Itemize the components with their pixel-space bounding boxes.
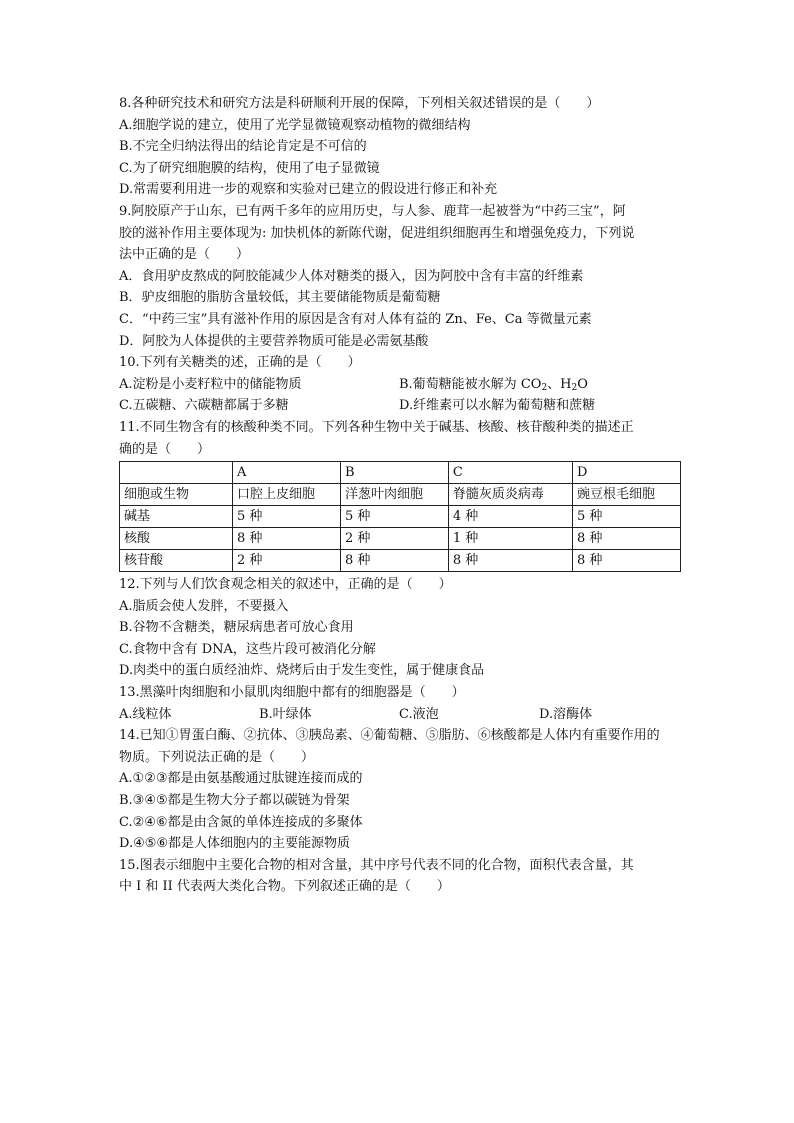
option-d: D.④⑤⑥都是人体细胞内的主要能源物质 [119, 836, 351, 852]
question-stem-line: 14.已知①胃蛋白酶、②抗体、③胰岛素、④葡萄糖、⑤脂肪、⑥核酸都是人体内有重要作用的 [119, 728, 660, 744]
question-14 [119, 725, 681, 855]
table-row [120, 528, 681, 550]
option-c: C.为了研究细胞膜的结构，使用了电子显微镜 [119, 160, 380, 176]
question-stem-line: 11.不同生物含有的核酸种类不同。下列各种生物中关于碱基、核酸、核苷酸种类的描述正 [119, 419, 634, 435]
question-stem-line: 中 I 和 II 代表两大类化合物。下列叙述正确的是（ ） [119, 879, 450, 895]
table-cell: 核苷酸 [120, 550, 233, 572]
question-stem-line: 确的是（ ） [119, 441, 211, 457]
table-cell: 细胞或生物 [120, 484, 233, 506]
table-cell: 5 种 [573, 506, 681, 528]
question-9 [119, 201, 681, 352]
table-cell: 8 种 [448, 550, 572, 572]
option-a: A.①②③都是由氨基酸通过肽键连接而成的 [119, 771, 363, 787]
option-a: A.细胞学说的建立，使用了光学显微镜观察动植物的微细结构 [119, 117, 471, 133]
option-d: D.溶酶体 [539, 706, 593, 722]
table-row [120, 506, 681, 528]
data-table [119, 461, 681, 572]
subscript: 2 [571, 382, 578, 393]
question-13 [119, 682, 681, 725]
question-stem-line: 9.阿胶原产于山东，已有两千多年的应用历史，与人参、鹿茸一起被誉为“中药三宝”，阿 [119, 203, 626, 219]
option-c: C.五碳糖、六碳糖都属于多糖 [119, 398, 289, 414]
question-12 [119, 574, 681, 682]
table-header-cell: D [573, 462, 681, 484]
table-header-row [120, 462, 681, 484]
question-stem-line: 法中正确的是（ ） [119, 247, 250, 263]
table-header-cell: A [233, 462, 341, 484]
table-cell: 8 种 [573, 528, 681, 550]
table-cell: 8 种 [233, 528, 341, 550]
option-b-text: B.葡萄糖能被水解为 CO [399, 376, 542, 392]
table-cell: 口腔上皮细胞 [233, 484, 341, 506]
table-cell: 脊髓灰质炎病毒 [448, 484, 572, 506]
table-cell: 2 种 [233, 550, 341, 572]
table-cell: 洋葱叶肉细胞 [340, 484, 448, 506]
table-cell: 5 种 [340, 506, 448, 528]
option-c: C.液泡 [399, 706, 439, 722]
option-b-text: O [577, 376, 588, 392]
table-row [120, 550, 681, 572]
option-d: D.常需要利用进一步的观察和实验对已建立的假设进行修正和补充 [119, 182, 498, 198]
option-c: C.②④⑥都是由含氮的单体连接成的多聚体 [119, 814, 363, 830]
option-c: C．“中药三宝”具有滋补作用的原因是含有对人体有益的 Zn、Fe、Ca 等微量元素 [119, 311, 592, 327]
option-d: D.纤维素可以水解为葡萄糖和蔗糖 [399, 398, 596, 414]
question-15 [119, 855, 681, 898]
question-stem-line: 物质。下列说法正确的是（ ） [119, 749, 315, 765]
question-stem: 8.各种研究技术和研究方法是科研顺利开展的保障，下列相关叙述错误的是（ ） [119, 96, 600, 111]
table-header-cell: B [340, 462, 448, 484]
question-stem: 12.下列与人们饮食观念相关的叙述中，正确的是（ ） [119, 577, 452, 593]
options-row [119, 374, 681, 396]
table-header-cell: C [448, 462, 572, 484]
option-a: A.线粒体 [119, 706, 172, 722]
options-row [119, 704, 681, 726]
subscript: 2 [541, 382, 548, 393]
option-b-text: 、H [547, 376, 572, 392]
option-a: A.脂质会使人发胖，不要摄入 [119, 598, 289, 614]
option-d: D．阿胶为人体提供的主要营养物质可能是必需氨基酸 [119, 333, 429, 349]
options-row [119, 395, 681, 417]
option-d: D.肉类中的蛋白质经油炸、烧烤后由于发生变性，属于健康食品 [119, 663, 485, 679]
table-cell: 碱基 [120, 506, 233, 528]
question-stem-line: 15.图表示细胞中主要化合物的相对含量，其中序号代表不同的化合物，面积代表含量，其 [119, 857, 634, 873]
table-cell: 4 种 [448, 506, 572, 528]
option-b: B.③④⑤都是生物大分子都以碳链为骨架 [119, 793, 350, 809]
table-cell [120, 462, 233, 484]
option-b [399, 374, 679, 396]
question-stem: 13.黑藻叶肉细胞和小鼠肌肉细胞中都有的细胞器是（ ） [119, 685, 465, 701]
option-b: B.谷物不含糖类，糖尿病患者可放心食用 [119, 620, 354, 636]
table-cell: 8 种 [573, 550, 681, 572]
option-b: B.叶绿体 [259, 706, 312, 722]
table-cell: 豌豆根毛细胞 [573, 484, 681, 506]
option-a: A．食用驴皮熬成的阿胶能减少人体对糖类的摄入，因为阿胶中含有丰富的纤维素 [119, 268, 584, 284]
table-cell: 5 种 [233, 506, 341, 528]
exam-page [119, 93, 681, 898]
table-row [120, 484, 681, 506]
option-b: B．驴皮细胞的脂肪含量较低，其主要储能物质是葡萄糖 [119, 290, 441, 306]
question-10 [119, 352, 681, 417]
table-cell: 核酸 [120, 528, 233, 550]
question-8 [119, 93, 681, 201]
table-cell: 2 种 [340, 528, 448, 550]
table-cell: 8 种 [340, 550, 448, 572]
question-stem: 10.下列有关糖类的述，正确的是（ ） [119, 355, 361, 371]
option-b: B.不完全归纳法得出的结论肯定是不可信的 [119, 139, 367, 155]
question-stem-line: 胶的滋补作用主要体现为: 加快机体的新陈代谢，促进组织细胞再生和增强免疫力，下列说 [119, 225, 635, 241]
option-c: C.食物中含有 DNA，这些片段可被消化分解 [119, 641, 376, 657]
table-cell: 1 种 [448, 528, 572, 550]
option-a: A.淀粉是小麦籽粒中的储能物质 [119, 376, 302, 392]
question-11 [119, 417, 681, 572]
